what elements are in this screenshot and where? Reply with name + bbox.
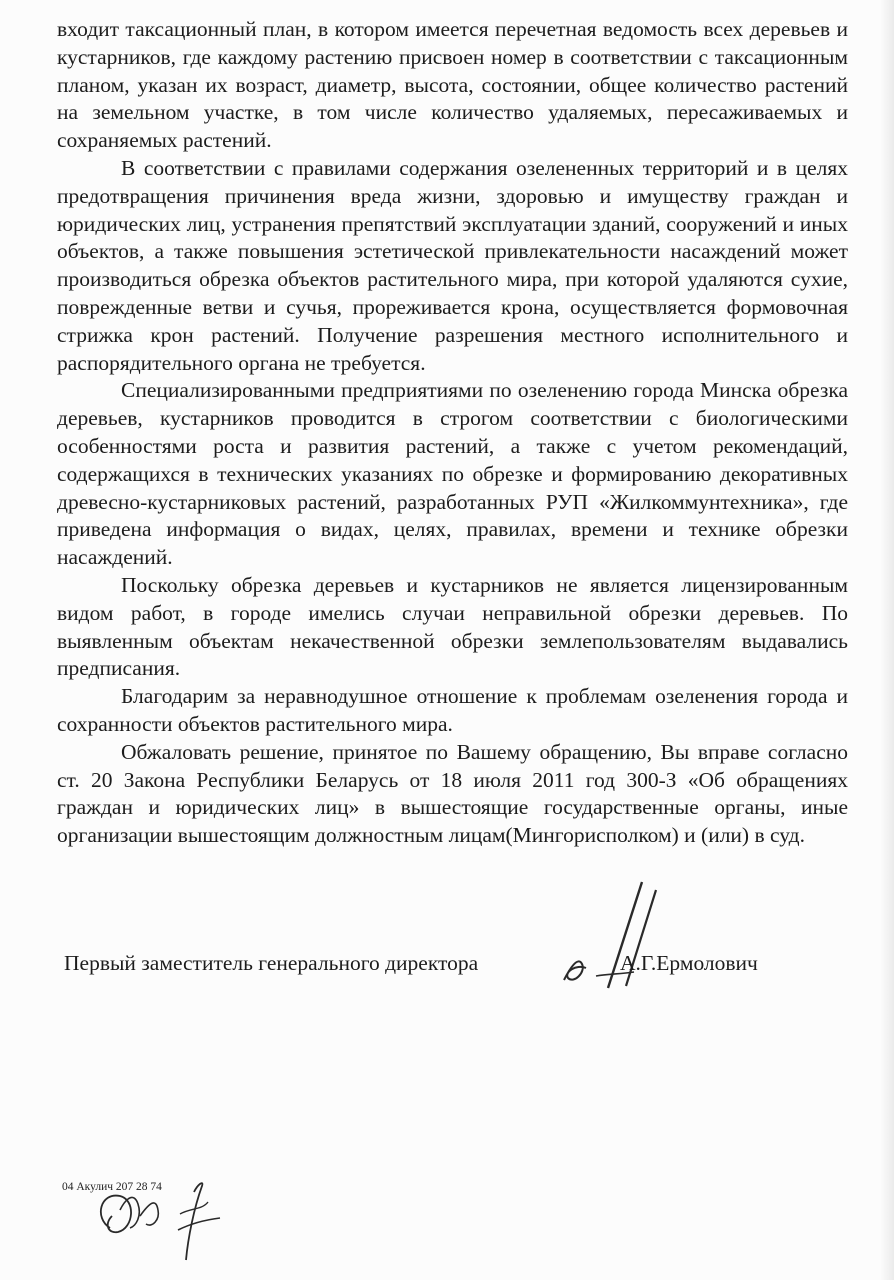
handwritten-initials — [90, 1158, 240, 1268]
paragraph-5: Благодарим за неравнодушное отношение к проблемам озеленения города и сохранности объектов растительного мира. — [57, 684, 848, 736]
paragraph-1: входит таксационный план, в котором имеется перечетная ведомость всех деревьев и кустарников, где каждому растению присвоен номер в соответствии с таксационным планом, указан их возраст, диаметр, высота, состоянии, общее количество растений на земельном участке, в том числе количество удаляемых, пересаживаемых и сохраняемых растений. — [57, 17, 848, 153]
letter-body — [57, 16, 848, 850]
paragraph-2: В соответствии с правилами содержания озелененных территорий и в целях предотвращения причинения вреда жизни, здоровью и имуществу граждан и юридических лиц, устранения препятствий эксплуатации зданий, сооружений и иных объектов, а также повышения эстетической привлекательности насаждений может производиться обрезка объектов растительного мира, при которой удаляются сухие, поврежденные ветви и сучья, прореживается крона, осуществляется формовочная стрижка крон растений. Получение разрешения местного исполнительного и распорядительного органа не требуется. — [57, 155, 848, 375]
signer-position: Первый заместитель генерального директора — [64, 951, 479, 975]
footer-reference: 04 Акулич 207 28 74 — [62, 1181, 162, 1193]
paragraph-4: Поскольку обрезка деревьев и кустарников не является лицензированным видом работ, в городе имелись случаи неправильной обрезки деревьев. По выявленным объектам некачественной обрезки землепользователям выдавались предписания. — [57, 572, 848, 681]
scan-edge-shadow — [880, 0, 894, 1280]
paragraph-6: Обжаловать решение, принятое по Вашему обращению, Вы вправе согласно ст. 20 Закона Республики Беларусь от 18 июля 2011 год 300-З «Об обращениях граждан и юридических лиц» в вышестоящие государственные органы, иные организации вышестоящим должностным лицам(Мингорисполком) и (или) в суд. — [57, 739, 848, 848]
signature-block — [64, 950, 844, 990]
paragraph-3: Специализированными предприятиями по озеленению города Минска обрезка деревьев, кустарников проводится в строгом соответствии с биологическими особенностями роста и развития растений, а также с учетом рекомендаций, содержащихся в технических указаниях по обрезке и формированию декоративных древесно-кустарниковых растений, разработанных РУП «Жилкоммунтехника», где приведена информация о видах, целях, правилах, времени и технике обрезки насаждений. — [57, 378, 848, 570]
signer-name: А.Г.Ермолович — [620, 951, 758, 975]
